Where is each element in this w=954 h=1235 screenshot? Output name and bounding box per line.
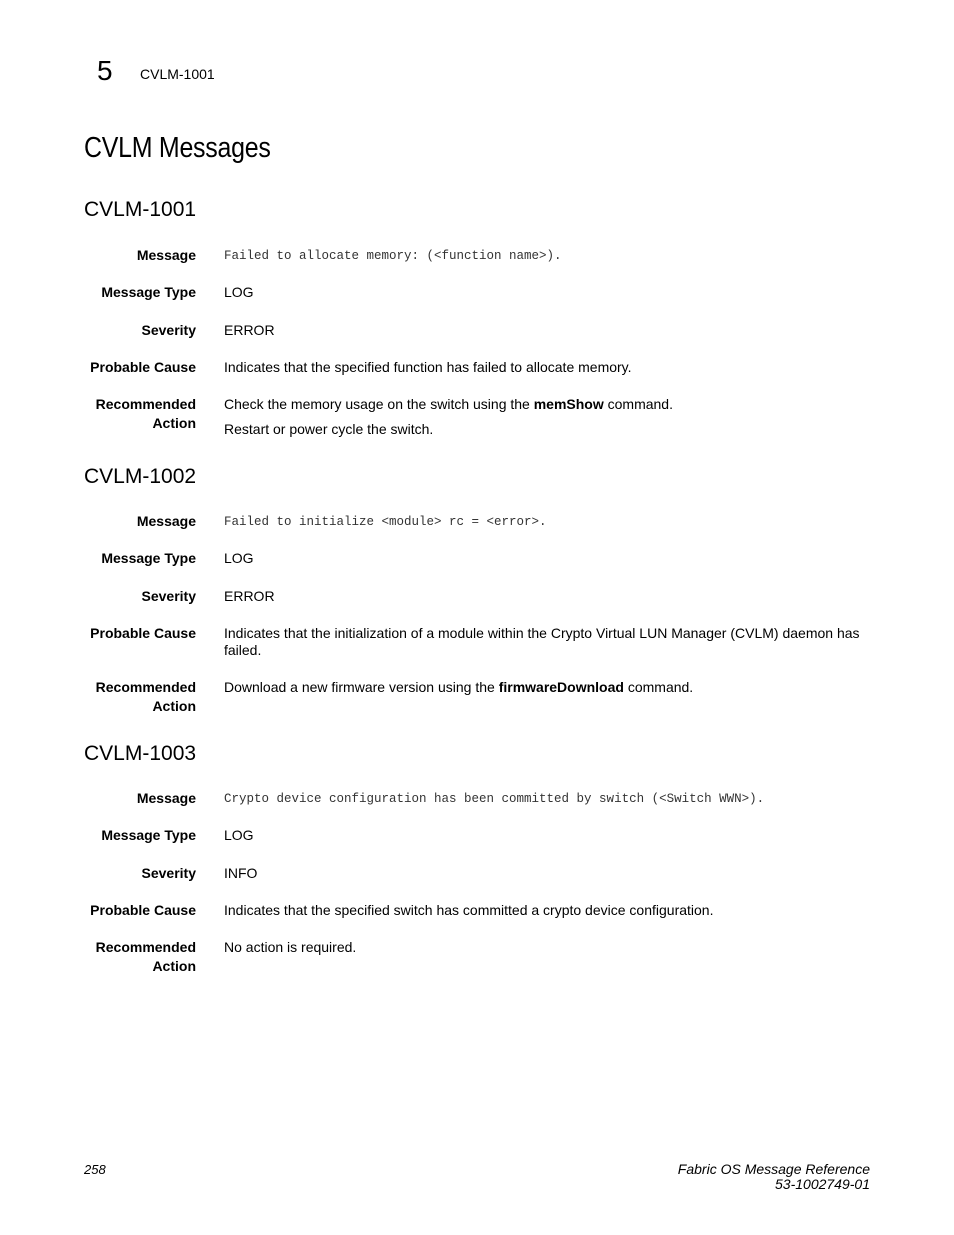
action-line: No action is required. — [224, 939, 357, 955]
label-action: Action — [152, 698, 196, 714]
action-line: Download a new firmware version using the firmwareDownload command. — [224, 679, 694, 695]
probable-cause-value: Indicates that the specified function has failed to allocate memory. — [224, 359, 632, 375]
label-recommended: Recommended — [95, 939, 196, 955]
action-line: Check the memory usage on the switch using the memShow command. — [224, 396, 673, 412]
label-recommended-action — [56, 678, 196, 716]
page-number: 258 — [84, 1162, 106, 1177]
message-type-value: LOG — [224, 550, 254, 566]
label-action: Action — [152, 958, 196, 974]
message-type-value: LOG — [224, 284, 254, 300]
label-message-type: Message Type — [101, 550, 196, 566]
label-severity: Severity — [141, 865, 196, 881]
label-recommended-action — [56, 395, 196, 433]
severity-value: ERROR — [224, 588, 275, 604]
label-message: Message — [136, 513, 196, 529]
label-action: Action — [152, 415, 196, 431]
probable-cause-value: Indicates that the initialization of a module within the Crypto Virtual LUN Manager (CVLM) daemon has failed. — [224, 625, 860, 658]
label-message-type: Message Type — [101, 284, 196, 300]
message-text: Failed to initialize <module> rc = <error>. — [224, 515, 547, 529]
label-severity: Severity — [141, 588, 196, 604]
footer-doc-info — [678, 1162, 870, 1192]
label-message-type: Message Type — [101, 827, 196, 843]
section-title-cvlm-1002: CVLM-1002 — [84, 465, 197, 488]
label-recommended: Recommended — [95, 679, 196, 695]
action-line: Restart or power cycle the switch. — [224, 421, 434, 437]
command-name: memShow — [533, 396, 604, 412]
label-message: Message — [136, 247, 196, 263]
section-title-cvlm-1001: CVLM-1001 — [84, 198, 197, 221]
chapter-number: 5 — [97, 55, 113, 86]
recommended-action-value — [224, 396, 870, 446]
section-title-cvlm-1003: CVLM-1003 — [84, 742, 197, 765]
message-text: Failed to allocate memory: (<function name>). — [224, 249, 562, 263]
severity-value: ERROR — [224, 322, 275, 338]
recommended-action-value — [224, 939, 870, 964]
severity-value: INFO — [224, 865, 258, 881]
message-type-value: LOG — [224, 827, 254, 843]
running-head: CVLM-1001 — [140, 66, 215, 82]
label-probable-cause: Probable Cause — [90, 625, 196, 641]
doc-title: Fabric OS Message Reference — [677, 1161, 870, 1177]
page-title: CVLM Messages — [84, 132, 271, 164]
probable-cause-value: Indicates that the specified switch has committed a crypto device configuration. — [224, 902, 714, 918]
label-recommended-action — [56, 938, 196, 976]
label-probable-cause: Probable Cause — [90, 902, 196, 918]
label-message: Message — [136, 790, 196, 806]
doc-number: 53-1002749-01 — [775, 1176, 870, 1192]
message-text: Crypto device configuration has been committed by switch (<Switch WWN>). — [224, 792, 765, 806]
command-name: firmwareDownload — [498, 679, 624, 695]
label-probable-cause: Probable Cause — [90, 359, 196, 375]
label-severity: Severity — [141, 322, 196, 338]
label-recommended: Recommended — [95, 396, 196, 412]
recommended-action-value — [224, 679, 870, 704]
